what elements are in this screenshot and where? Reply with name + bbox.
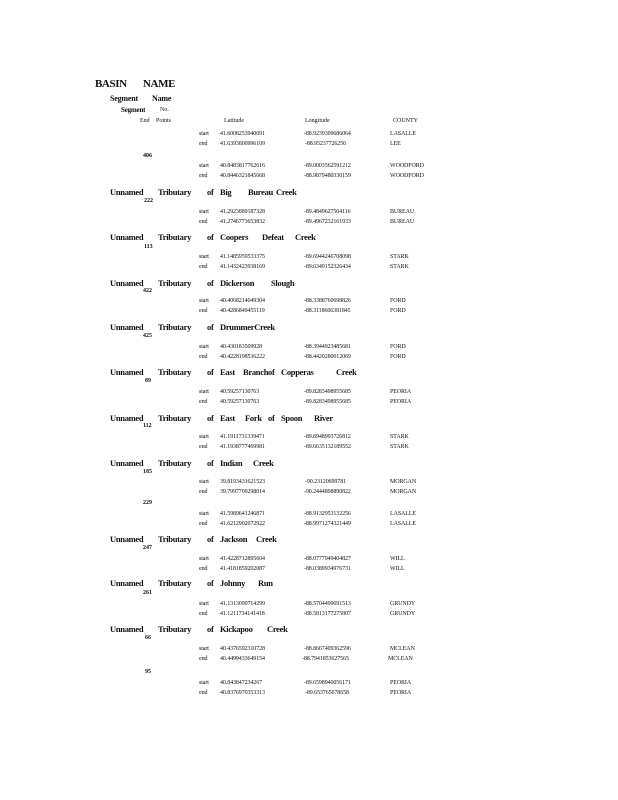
row-latitude: 41.4228712895604 xyxy=(220,556,265,562)
row-county: LEE xyxy=(390,141,401,147)
row-end-point: start xyxy=(199,434,209,440)
row-longitude: -88.9971274321449 xyxy=(304,521,351,527)
segment-name-word: of xyxy=(268,367,275,377)
segment-name-word: Branch xyxy=(243,367,269,377)
row-longitude: -88.5813177275807 xyxy=(304,611,351,617)
row-end-point: start xyxy=(199,646,209,652)
segment-number: 222 xyxy=(144,198,153,204)
segment-name-word: Creek xyxy=(295,232,316,242)
segment-name-word: Defeat xyxy=(262,232,284,242)
row-end-point: end xyxy=(199,489,208,495)
row-longitude: -88.95237726256 xyxy=(305,141,346,147)
segment-name-word: Tributary xyxy=(158,458,192,468)
segment-name-word: Unnamed xyxy=(110,624,144,634)
segment-name-word: of xyxy=(207,624,214,634)
row-longitude: -90.23120699781 xyxy=(305,479,346,485)
row-longitude: -89.4967232161933 xyxy=(304,219,351,225)
row-latitude: 40.4068214049304 xyxy=(220,298,265,304)
segment-name-word: Creek xyxy=(267,624,288,634)
row-end-point: start xyxy=(199,556,209,562)
row-end-point: start xyxy=(199,479,209,485)
row-end-point: end xyxy=(199,611,208,617)
segment-number: 261 xyxy=(143,590,152,596)
row-end-point: start xyxy=(199,254,209,260)
row-end-point: end xyxy=(199,354,208,360)
points-heading: Points xyxy=(156,118,172,124)
segment-name-word: Indian xyxy=(220,458,243,468)
row-longitude: -89.6349152326434 xyxy=(304,264,351,270)
row-longitude: -88.3388760698826 xyxy=(304,298,351,304)
segment-name-word: of xyxy=(207,413,214,423)
row-end-point: start xyxy=(199,209,209,215)
segment-name-word: East xyxy=(220,413,235,423)
segment-number: 89 xyxy=(145,378,151,384)
row-county: PEORIA xyxy=(390,389,412,395)
segment-name-word: Johnny xyxy=(220,578,246,588)
row-county: MCLEAN xyxy=(390,646,415,652)
segment-name-word: Tributary xyxy=(158,187,192,197)
segment-name-word: Creek xyxy=(276,187,297,197)
row-county: LASALLE xyxy=(390,511,416,517)
row-county: PEORIA xyxy=(390,680,412,686)
row-county: MORGAN xyxy=(390,479,417,485)
segment-heading: Segment xyxy=(110,94,138,103)
row-county: MCLEAN xyxy=(388,656,413,662)
row-latitude: 41.4181859202087 xyxy=(220,566,265,572)
segment-name-word: Unnamed xyxy=(110,367,144,377)
row-latitude: 40.843847234267 xyxy=(220,680,263,686)
row-end-point: start xyxy=(199,163,209,169)
segment-name-word: of xyxy=(207,578,214,588)
row-end-point: end xyxy=(199,656,208,662)
row-county: STARK xyxy=(390,264,409,270)
segment-number: 406 xyxy=(143,153,152,159)
latitude-heading: Latitude xyxy=(224,118,244,124)
segment-name-word: Dickerson xyxy=(220,278,255,288)
row-latitude: 41.1911731339471 xyxy=(220,434,265,440)
segment-name-word: Creek xyxy=(253,458,274,468)
segment-number: 113 xyxy=(144,244,153,250)
segment-name-word: Unnamed xyxy=(110,458,144,468)
row-county: PEORIA xyxy=(390,399,412,405)
row-latitude: 41.2923889187328 xyxy=(220,209,265,215)
row-county: GRUNDY xyxy=(390,611,416,617)
row-end-point: end xyxy=(199,219,208,225)
end-heading: End xyxy=(140,118,150,124)
row-longitude: -88.0389934976731 xyxy=(304,566,351,572)
row-longitude: -88.7941853627565 xyxy=(302,656,349,662)
segment-name-word: Tributary xyxy=(158,367,192,377)
row-longitude: -89.653765678658 xyxy=(305,690,349,696)
row-end-point: end xyxy=(199,399,208,405)
row-county: FORD xyxy=(390,354,406,360)
row-county: STARK xyxy=(390,444,409,450)
row-latitude: 40.8446321845668 xyxy=(220,173,265,179)
row-end-point: start xyxy=(199,511,209,517)
segment-name-word: of xyxy=(207,322,214,332)
segment-name-word: of xyxy=(207,367,214,377)
row-longitude: -89.4849627504116 xyxy=(304,209,351,215)
longitude-heading: Longitude xyxy=(305,118,330,124)
row-longitude: -88.0777949404827 xyxy=(304,556,351,562)
segment-number: 95 xyxy=(145,669,151,675)
row-latitude: 41.1432423938169 xyxy=(220,264,265,270)
segment-name-word: Unnamed xyxy=(110,578,144,588)
segment-name-word: Tributary xyxy=(158,578,192,588)
segment-name-word: Copperas xyxy=(281,367,314,377)
row-county: PEORIA xyxy=(390,690,412,696)
row-end-point: end xyxy=(199,141,208,147)
row-latitude: 39.8193431621523 xyxy=(220,479,265,485)
segment-name-word: Unnamed xyxy=(110,187,144,197)
segment-number: 185 xyxy=(143,469,152,475)
row-end-point: end xyxy=(199,566,208,572)
row-longitude: -88.5704499691513 xyxy=(304,601,351,607)
row-latitude: 41.1313090714299 xyxy=(220,601,265,607)
row-end-point: start xyxy=(199,131,209,137)
segment-name-word: Jackson xyxy=(220,534,248,544)
segment-number: 422 xyxy=(143,288,152,294)
row-longitude: -88.9132953132256 xyxy=(304,511,351,517)
segment-name-word: Tributary xyxy=(158,534,192,544)
row-latitude: 41.5989641246871 xyxy=(220,511,265,517)
row-latitude: 40.4499433649154 xyxy=(220,656,265,662)
row-end-point: start xyxy=(199,298,209,304)
row-longitude: -88.4420280012069 xyxy=(304,354,351,360)
segment-name-word: Fork xyxy=(245,413,262,423)
row-end-point: start xyxy=(199,344,209,350)
segment-name-heading: Name xyxy=(152,94,172,103)
row-latitude: 40.4376592310728 xyxy=(220,646,265,652)
segment-name-word: Unnamed xyxy=(110,278,144,288)
segment-name-word: Kickapoo xyxy=(220,624,253,634)
row-county: LASALLE xyxy=(390,131,416,137)
row-end-point: end xyxy=(199,521,208,527)
row-longitude: -89.6948993726812 xyxy=(304,434,351,440)
row-county: FORD xyxy=(390,344,406,350)
row-longitude: -89.8283498955685 xyxy=(304,389,351,395)
segment-name-word: of xyxy=(207,534,214,544)
row-latitude: 40.8483817762616 xyxy=(220,163,265,169)
segment-number: 66 xyxy=(145,635,151,641)
row-longitude: -89.6944246708098 xyxy=(304,254,351,260)
row-end-point: start xyxy=(199,680,209,686)
county-heading: COUNTY xyxy=(393,118,418,124)
segment-name-word: Tributary xyxy=(158,322,192,332)
segment-name-word: Tributary xyxy=(158,232,192,242)
segment-name-word: Unnamed xyxy=(110,322,144,332)
row-longitude: -88.9879480330159 xyxy=(304,173,351,179)
row-end-point: end xyxy=(199,308,208,314)
row-latitude: 40.4228198536222 xyxy=(220,354,265,360)
row-latitude: 40.8376970353313 xyxy=(220,690,265,696)
row-latitude: 40.430183509928 xyxy=(220,344,263,350)
row-county: STARK xyxy=(390,254,409,260)
segment-name-word: Slough xyxy=(271,278,295,288)
basin-heading: BASIN xyxy=(95,78,127,90)
row-county: BUREAU xyxy=(390,209,415,215)
row-longitude: -88.3944923485681 xyxy=(304,344,351,350)
row-county: FORD xyxy=(390,298,406,304)
row-latitude: 41.1938777469981 xyxy=(220,444,265,450)
segment-name-word: Run xyxy=(258,578,273,588)
row-latitude: 40.59257130763 xyxy=(220,389,260,395)
name-heading: NAME xyxy=(143,78,176,90)
segment-subheading: Segment xyxy=(121,106,146,114)
row-longitude: -88.9239309686064 xyxy=(304,131,351,137)
row-latitude: 41.6393800996109 xyxy=(220,141,265,147)
row-county: BUREAU xyxy=(390,219,415,225)
row-end-point: end xyxy=(199,444,208,450)
segment-name-word: of xyxy=(268,413,275,423)
segment-name-word: Creek xyxy=(256,534,277,544)
segment-name-word: Tributary xyxy=(158,278,192,288)
row-latitude: 41.6008253940091 xyxy=(220,131,265,137)
row-end-point: start xyxy=(199,389,209,395)
segment-number: 112 xyxy=(143,423,152,429)
segment-name-word: Spoon xyxy=(281,413,303,423)
row-latitude: 41.1485959533375 xyxy=(220,254,265,260)
row-latitude: 41.6212902072922 xyxy=(220,521,265,527)
segment-name-word: Tributary xyxy=(158,413,192,423)
segment-name-word: Bureau xyxy=(248,187,273,197)
row-longitude: -90.2444898890822 xyxy=(304,489,351,495)
row-county: MORGAN xyxy=(390,489,417,495)
row-longitude: -89.6635132189552 xyxy=(304,444,351,450)
row-latitude: 41.1211734141418 xyxy=(220,611,265,617)
row-latitude: 41.2746773653832 xyxy=(220,219,265,225)
row-county: GRUNDY xyxy=(390,601,416,607)
row-end-point: end xyxy=(199,173,208,179)
row-county: FORD xyxy=(390,308,406,314)
row-longitude: -88.8667409362596 xyxy=(304,646,351,652)
segment-number: 425 xyxy=(143,333,152,339)
row-longitude: -89.8283498955685 xyxy=(304,399,351,405)
row-end-point: end xyxy=(199,690,208,696)
segment-name-word: of xyxy=(207,278,214,288)
segment-name-word: Coopers xyxy=(220,232,249,242)
no-heading: No. xyxy=(160,107,169,113)
row-latitude: 40.4286849455119 xyxy=(220,308,265,314)
segment-name-word: Tributary xyxy=(158,624,192,634)
row-county: WOODFORD xyxy=(390,173,424,179)
row-county: WOODFORD xyxy=(390,163,424,169)
segment-name-word: of xyxy=(207,232,214,242)
row-latitude: 40.59257130763 xyxy=(220,399,260,405)
row-longitude: -89.0003562591212 xyxy=(304,163,351,169)
row-county: WILL xyxy=(390,556,405,562)
row-county: LASALLE xyxy=(390,521,416,527)
segment-number: 247 xyxy=(143,545,152,551)
segment-name-word: East xyxy=(220,367,235,377)
segment-name-word: Unnamed xyxy=(110,534,144,544)
row-longitude: -89.6598940056171 xyxy=(304,680,351,686)
row-latitude: 39.7997709298014 xyxy=(220,489,265,495)
row-end-point: end xyxy=(199,264,208,270)
segment-name-word: River xyxy=(314,413,333,423)
row-end-point: start xyxy=(199,601,209,607)
row-longitude: -88.3118606381845 xyxy=(304,308,351,314)
segment-name-word: Creek xyxy=(336,367,357,377)
segment-name-word: DrummerCreek xyxy=(220,322,275,332)
segment-name-word: Big xyxy=(220,187,232,197)
row-county: STARK xyxy=(390,434,409,440)
segment-name-word: Unnamed xyxy=(110,413,144,423)
segment-name-word: of xyxy=(207,458,214,468)
segment-number: 229 xyxy=(143,500,152,506)
segment-name-word: of xyxy=(207,187,214,197)
segment-name-word: Unnamed xyxy=(110,232,144,242)
row-county: WILL xyxy=(390,566,405,572)
